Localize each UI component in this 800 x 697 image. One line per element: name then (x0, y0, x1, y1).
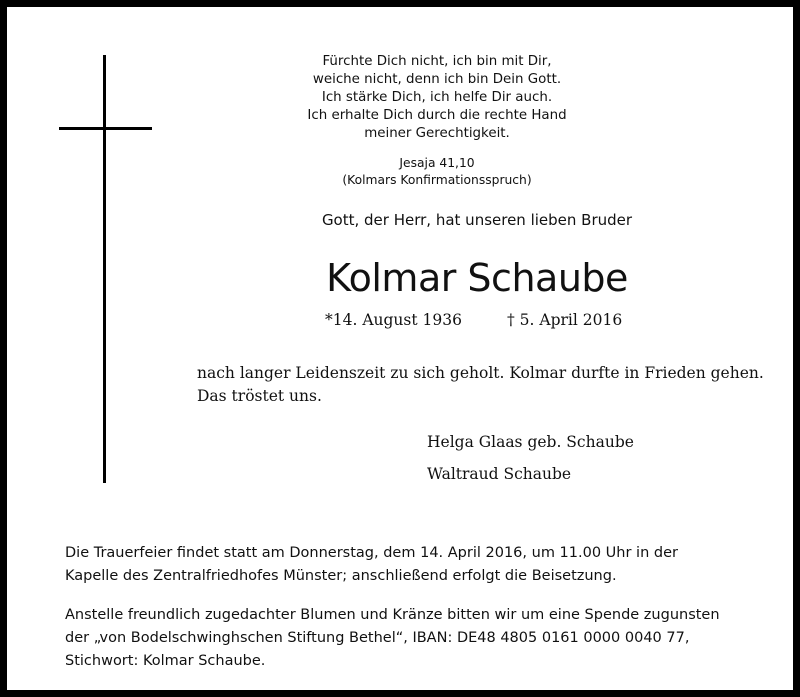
donation-line: der „von Bodelschwinghschen Stiftung Bethel“, IBAN: DE48 4805 0161 0000 0040 77, (65, 630, 690, 646)
funeral-info (65, 542, 755, 588)
deceased-name: Kolmar Schaube (326, 256, 628, 300)
bible-verse (307, 53, 567, 143)
verse-line: Ich stärke Dich, ich helfe Dir auch. (321, 90, 553, 105)
verse-line: meiner Gerechtigkeit. (364, 126, 510, 141)
funeral-line: Die Trauerfeier findet statt am Donnerstag, dem 14. April 2016, um 11.00 Uhr in der (65, 545, 678, 561)
mourner-name: Waltraud Schaube (427, 465, 572, 483)
message-text (197, 362, 777, 408)
message-line: nach langer Leidenszeit zu sich geholt. Kolmar durfte in Frieden gehen. (197, 364, 764, 382)
verse-reference: Jesaja 41,10 (399, 156, 475, 170)
death-date: † 5. April 2016 (507, 311, 623, 329)
verse-note: (Kolmars Konfirmationsspruch) (342, 173, 532, 187)
donation-line: Stichwort: Kolmar Schaube. (65, 653, 266, 669)
cross-vertical-bar (103, 55, 106, 483)
funeral-line: Kapelle des Zentralfriedhofes Münster; anschließend erfolgt die Beisetzung. (65, 568, 617, 584)
birth-date: *14. August 1936 (325, 311, 462, 329)
intro-text: Gott, der Herr, hat unseren lieben Bruder (321, 211, 633, 229)
donation-line: Anstelle freundlich zugedachter Blumen und Kränze bitten wir um eine Spende zugunsten (65, 607, 720, 623)
cross-horizontal-bar (59, 127, 152, 130)
verse-reference-block (307, 155, 567, 189)
message-line: Das tröstet uns. (197, 387, 322, 405)
mourner-name: Helga Glaas geb. Schaube (427, 433, 634, 451)
verse-line: Fürchte Dich nicht, ich bin mit Dir, (322, 54, 552, 69)
verse-line: Ich erhalte Dich durch die rechte Hand (307, 108, 567, 123)
donation-info (65, 604, 755, 673)
verse-line: weiche nicht, denn ich bin Dein Gott. (312, 72, 562, 87)
